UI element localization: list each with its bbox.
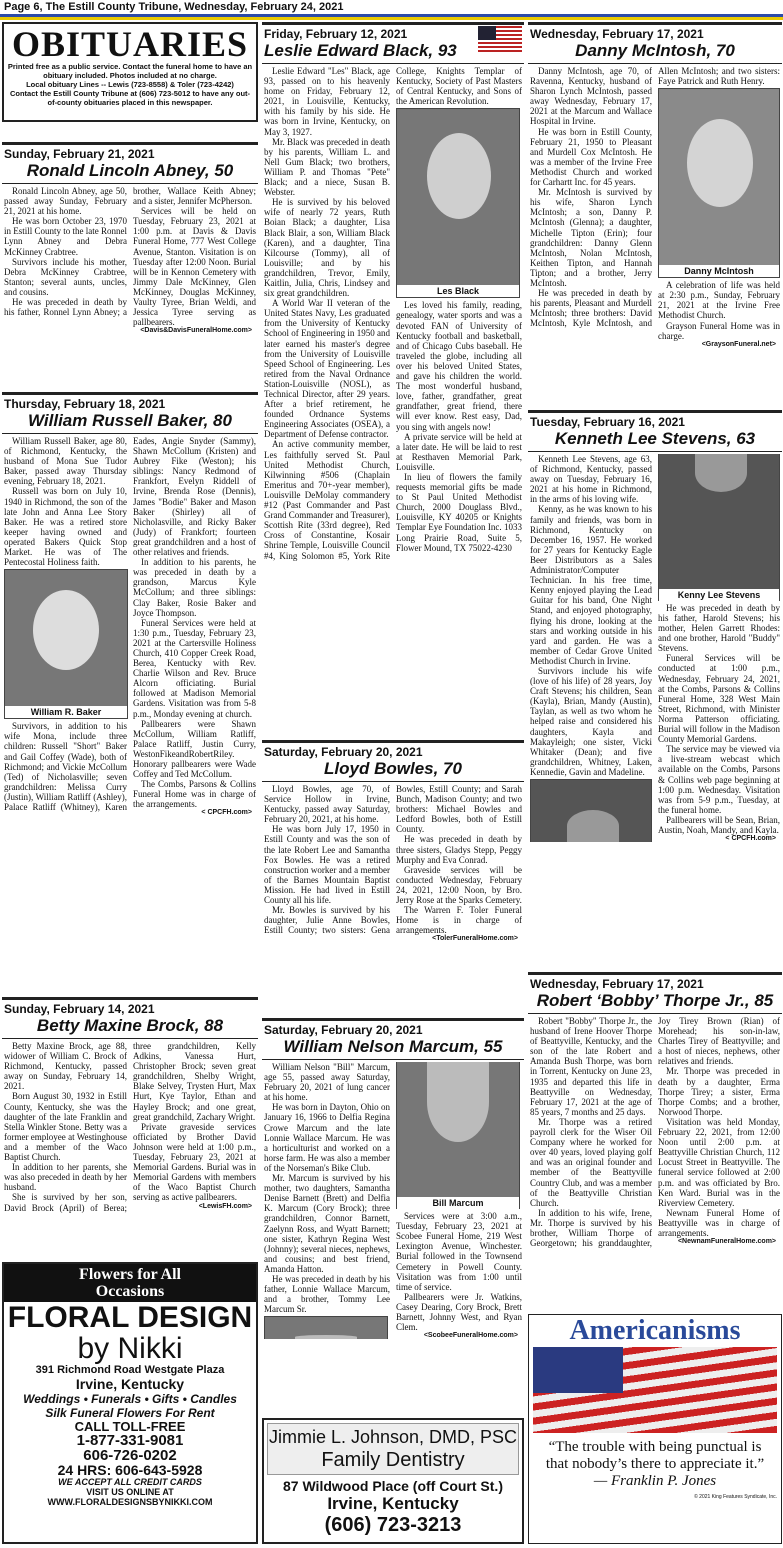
ad-banner: Flowers for All Occasions [4, 1264, 256, 1302]
obit-name: Danny McIntosh, 70 [528, 41, 782, 64]
obit-body [262, 782, 524, 1008]
portrait-face [33, 590, 99, 670]
paragraph: Kenny, as he was known to his family and friends, was born in Richmond, Kentucky on December 16, 1957. He worked for 27 years for Kentucky Eagle Beer Distributors as a Sales Administrator/Computer Technician. In his free time, Kenny enjoyed playing the Lead Guitar for his band, One Night Stand, and enjoyed photography, flying his drone, looking at the stars and working outside in his yard and garden. He was a member of Cedar Grove United Methodist Church in Irvine. [530, 504, 652, 666]
column-middle [262, 22, 524, 1546]
obituary-brock [2, 997, 258, 1267]
paragraph: He was preceded in death by his father, Lonnie Wallace Marcum, and a brother, Tommy Lee Marcum Sr. [264, 1273, 390, 1315]
obituary-baker [2, 392, 258, 997]
ad-url: WWW.FLORALDESIGNSBYNIKKI.COM [47, 1497, 213, 1507]
paragraph: William Russell Baker, age 80, of Richmond, Kentucky, the husband of Mona Sue Tudor Baker, passed away Thursday evening, February 18, 2021. [4, 436, 127, 487]
waving-flag-icon [533, 1347, 777, 1433]
paragraph: The Combs, Parsons & Collins Funeral Home was in charge of the arrangements. [133, 779, 256, 810]
obituary-marcum [262, 1018, 524, 1418]
obit-date: Tuesday, February 16, 2021 [528, 410, 782, 429]
masthead-line3: Contact the Estill County Tribune at (606) 723-5012 to have any out-of-county obituaries placed in this newspaper. [9, 89, 251, 107]
dentist-practice: Family Dentistry [321, 1449, 465, 1471]
obit-body [528, 452, 782, 963]
paragraph: He was born July 17, 1950 in Estill County and was the son of the late Robert Lee and Samantha Fox Bowles. He was a retired construction worker and a member of the Barnes Mountain Baptist Mission. He had lived in Estill County all his life. [264, 824, 390, 906]
masthead-line2: Local obituary Lines -- Lewis (723-8558) & Toler (723-4242) [26, 80, 234, 89]
obit-body [528, 1014, 782, 1310]
masthead-title: OBITUARIES [11, 24, 249, 64]
paragraph: William Nelson "Bill" Marcum, age 55, passed away Saturday, February 20, 2021 of lung cancer at his home. [264, 1062, 390, 1103]
obituary-bowles [262, 740, 524, 1010]
ad-name2: by Nikki [77, 1332, 183, 1365]
paragraph: He was preceded in death by his parents, Pleasant and Murdell McIntosh; three brothers: David McIntosh, Kyle McIntosh, and Allen McIntosh; and two sisters: Faye Patrick and Ruth Henry. [530, 66, 780, 329]
photo-caption: Bill Marcum [397, 1197, 519, 1209]
masthead-line1: Printed free as a public service. Contact the funeral home to have an obituary included. Photos included at no charge. [7, 62, 253, 80]
obit-body [2, 184, 258, 378]
ad-call: CALL TOLL-FREE [74, 1419, 186, 1434]
obit-source: <NewnamFuneralHome.com> [677, 1238, 776, 1246]
obit-date: Saturday, February 20, 2021 [262, 740, 524, 759]
obit-name: Ronald Lincoln Abney, 50 [2, 161, 258, 184]
photo-mcintosh [658, 88, 780, 278]
portrait-face [427, 133, 491, 219]
column-left [2, 22, 258, 1546]
paragraph: Born August 30, 1932 in Estill County, Kentucky, she was the daughter of the late Franklin and Stella Winkler Stone. Betty was a former employee at Westinghouse and a member of the Waco Baptist Church. [4, 1091, 127, 1163]
paragraph: Danny McIntosh, age 70, of Ravenna, Kentucky, husband of Sharon Lynch McIntosh, passed away Wednesday, February 17, 2021 at the Marcum and Wallace Hospital in Irvine. [530, 66, 652, 127]
flag-canton [533, 1347, 623, 1393]
obit-name: Leslie Edward Black, 93 [262, 41, 524, 64]
paragraph: In addition to his parents, he was preceded in death by a grandson, Marcus Kyle McCollum; and three siblings: Clay Baker, Rosie Baker and Joyce Thompson. [133, 557, 256, 618]
obit-date: Sunday, February 21, 2021 [2, 142, 258, 161]
obit-body [528, 64, 782, 400]
obit-source: < CPCFH.com> [201, 809, 252, 817]
paragraph: Robert "Bobby" Thorpe Jr., the husband of Irene Hoover Thorpe of Beattyville, Kentucky, and the son of the late Robert and Amanda Bush Thorpe, was born in Torrent, Kentucky on June 23, 1935 and departed this life in Beattyville on Wednesday, February 17, 2021 at the age of 85 years, 7 months and 25 days. [530, 1016, 652, 1117]
obit-name: Robert ‘Bobby’ Thorpe Jr., 85 [528, 991, 782, 1014]
paragraph: He is survived by his beloved wife of nearly 72 years, Ruth Boian Black; a daughter, Lisa Black Blair, a son, William Black (Karen), and a daughter, Tina Kilcourse (Tommy), all of Louisville; and by his grandchildren, Trevor, Emily, Kaitlin, Julia, Chris, Lindsey and six great grandchildren. [264, 197, 390, 299]
page-header-text: Page 6, The Estill County Tribune, Wednesday, February 24, 2021 [4, 1, 344, 13]
obituary-abney [2, 142, 258, 382]
ad-cards: WE ACCEPT ALL CREDIT CARDS [58, 1477, 202, 1487]
ad-name: FLORAL DESIGN [7, 1301, 253, 1334]
paragraph: He was preceded in death by his father, Ronnel Lynn Abney; a brother, Wallace Keith Abney; and a sister, Jennifer McPherson. [4, 186, 256, 318]
paragraph: Survivors include his wife (love of his life) of 28 years, Joy Craft Stevens; his children, Sean (Kayla), Brian, Mandy (Austin), Taylan, as well as two whom he helped raise and considered his daughters, Kayla and Makayleigh; one sister, Vicki Whitaker (Dean); and five grandchildren, Whitney, Laken, Kennedie, Gavin and Madeline. [530, 665, 652, 777]
paragraph: In addition to her parents, she was also preceded in death by her husband. [4, 1162, 127, 1193]
syndicate-credit: © 2021 King Features Syndicate, Inc. [694, 1494, 777, 1500]
photo-caption: Danny McIntosh [659, 265, 779, 277]
paragraph: Funeral Services will be conducted at 1:00 p.m., Wednesday, February 24, 2021, at the Combs, Parsons & Collins Funeral Home, 328 West Main Street, Richmond, with Minister Norma Patterson officiating. Burial will follow in the Madison County Memorial Gardens. [658, 653, 780, 745]
obit-name: Betty Maxine Brock, 88 [2, 1016, 258, 1039]
obituary-mcintosh [528, 22, 782, 402]
paragraph: The Warren F. Toler Funeral Home is in charge of arrangements. [396, 905, 522, 936]
ad-phone-24hr: 24 HRS: 606-643-5928 [57, 1462, 203, 1478]
dentist-address: 87 Wildwood Place (off Court St.) [283, 1478, 503, 1494]
ad-city: Irvine, Kentucky [75, 1376, 185, 1392]
obit-source: <LewisFH.com> [198, 1202, 252, 1210]
paragraph: Services will be held on Tuesday, February 23, 2021 at 1:00 p.m. at Davis & Davis Funeral Home, 777 West College Avenue, Stanton. Visitation is on Tuesday after 12:00 Noon. Burial will be in Kennon Cemetery with Jimmy Dale McKinney, Glen McKinney, Douglas McKinney, Vaulty Tyree, Brian Weldi, and Jessica Tyree serving as pallbearers. [133, 206, 256, 328]
obit-source: <GraysonFuneral.net> [701, 340, 776, 348]
paragraph: Survivors, in addition to his wife Mona, include three children: Russell "Short" Baker and Gail Coffey (Wade), both of Richmond; and Vickie McCollum (Ted) of Nicholasville; seven grandchildren: Melissa Curry (Justin), William Ratliff (Ashley), Palace Ratliff (Whitney), Karen Eades, Angie Snyder (Sammy), Shawn McCollum (Kristen) and Aubrey Fike (Weston); his siblings: Nancy Redmond of Frankfort, Evelyn Riddell of Irvine, Brenda Rose (Dennis), James "Bodie" Baker and Mason Baker (Shirley) all of Nicholasville, and Ricky Baker (Judy) of Frankfort; fourteen great grandchildren and a host of other relatives and friends. [4, 436, 256, 812]
paragraph: Pallbearers were Jr. Watkins, Casey Dearing, Cory Brock, Brett Barnett, Johnny West, and Ryan Clem. [396, 1291, 522, 1333]
obit-date: Friday, February 12, 2021 [262, 22, 524, 41]
obit-source: <ScobeeFuneralHome.com> [423, 1332, 518, 1340]
americanisms-title: Americanisms [569, 1315, 741, 1346]
paragraph: Betty Maxine Brock, age 88, widower of William C. Brock of Richmond, Kentucky, passed away on Sunday, February 14, 2021. [4, 1041, 127, 1092]
obit-body [2, 434, 258, 994]
obit-body [2, 1039, 258, 1264]
paragraph: She is survived by her son, David Brock (April) of Berea; three grandchildren, Kelly Adkins, Vanessa Hurt, Christopher Brock; seven great grandchildren, Shelby Wright, Blake Selvey, Trysten Hurt, Max Hurt, Kye Taylor, Ethan and Hayley Brock; and one great, great grandchild, Zachary Wright. [4, 1041, 256, 1213]
paragraph: In lieu of flowers the family requests memorial gifts be made to St Paul United Methodist Church, 2000 Douglass Blvd., Louisville, KY 40205 or Knights Templar Eye Foundation Inc. 1033 Long Prairie Road, Suite 5, Flower Mound, TX 75022-4230 [396, 471, 522, 553]
paragraph: Ronald Lincoln Abney, age 50, passed away Sunday, February 21, 2021 at his home. [4, 186, 127, 217]
paragraph: He was born in Dayton, Ohio on January 16, 1966 to Delfia Regina Crowe Marcum and the late Lonnie Wallace Marcum. He was a horticulturist and worked on a horse farm. He was also a member of the Norseman's Bike Club. [264, 1102, 390, 1173]
paragraph: The service may be viewed via a live-stream webcast which available on the Combs, Parsons & Collins web page beginning at 1:00 p.m. Wednesday. Visitation was from 5-9 p.m., Tuesday, at the funeral home. [658, 744, 780, 815]
paragraph: Funeral Services were held at 1:30 p.m., Tuesday, February 23, 2021 at the Cartersville Holiness Church, 410 Copper Creek Road, Berea, Kentucky with Rev. Charlie Wilson and Rev. Bruce Alcorn officiating. Burial followed at Madison Memorial Gardens. Visitation was from 5-8 p.m., Monday evening at church. [133, 617, 256, 719]
paragraph: Mr. Thorpe was preceded in death by a daughter, Erma Thorpe Tirey; a sister, Erma Thorpe Combs; and a brother, Norwood Thorpe. [658, 1066, 780, 1117]
ad-services: Weddings • Funerals • Gifts • Candles [23, 1392, 237, 1406]
obit-date: Saturday, February 20, 2021 [262, 1018, 524, 1037]
obit-name: William Russell Baker, 80 [2, 411, 258, 434]
paragraph: Survivors include his mother, Debra McKinney Crabtree, Stanton; several aunts, uncles, and cousins. [4, 256, 127, 297]
paragraph: In addition to his wife, Irene, Mr. Thorpe is survived by his brother, William Thorpe of Georgetown; his granddaughter, Joy Tirey Brown (Rian) of Morehead; his son-in-law, Charles Tirey of Beattyville; and a host of nieces, nephews, other relatives and friends. [530, 1016, 780, 1249]
paragraph: An active community member, Les faithfully served St. Paul United Methodist Church, Kilwinning #506 (Chaplain Emeritus and 70+-year member), Louisville DeMolay commandery #12 (Past Commander and Past Grand Commander and Treasurer), Scottish Rite (33rd degree), Red Cross of Constantine, Kosair Shrine Temple, Louisville Council #4, King Solomon #5, York Rite College, Knights Templar of Kentucky, Society of Past Masters of Central Kentucky, and Sons of the American Revolution. [264, 66, 522, 561]
paragraph: Services were at 3:00 a.m., Tuesday, February 23, 2021 at Scobee Funeral Home, 219 West Lexington Avenue, Winchester. Burial followed in the Townsend Cemetery in Powell County. Visitation was from 1:00 until time of service. [396, 1211, 522, 1292]
paragraph: Graveside services will be conducted Wednesday, February 24, 2021, 12:00 Noon, by Bro. Jerry Rose at the Sparks Cemetery. [396, 864, 522, 906]
photo-black [396, 108, 520, 298]
photo-baker [4, 569, 128, 719]
obit-source: <Davis&DavisFuneralHome.com> [140, 327, 252, 335]
obit-name: Lloyd Bowles, 70 [262, 759, 524, 782]
paragraph: Mr. Black was preceded in death by his parents, William L. and Nell Gum Black; two brothers, William P. and Thomas "Pete" Black; and a niece, Susan B. Webster. [264, 136, 390, 198]
quote-text: “The trouble with being punctual is that nobody’s there to appreciate it.” [545, 1439, 765, 1472]
portrait-face [687, 119, 753, 207]
paragraph: Les loved his family, reading, genealogy, water sports and was a devoted FAN of University of Kentucky football and basketball, and of Chicago Cubs baseball. He traveled the globe, including all over his beloved United States, and gave his children the world. The most wonderful husband, love, father, grandfather, great grandfather, great friend, there will ever know. Rest easy, Dad, you sing with angels now! [396, 300, 522, 432]
ad-phone-tollfree: 1-877-331-9081 [76, 1432, 184, 1449]
obit-source: <TolerFuneralHome.com> [432, 935, 518, 943]
page-header [0, 0, 783, 17]
dentist-city: Irvine, Kentucky [327, 1494, 459, 1513]
obituary-black [262, 22, 524, 740]
paragraph: Grayson Funeral Home was in charge. [658, 320, 780, 341]
obituary-thorpe [528, 972, 782, 1312]
paragraph: Pallbearers will be Sean, Brian, Austin, Noah, Mandy, and Kayla. [658, 814, 780, 835]
photo-caption: William R. Baker [5, 706, 127, 718]
paragraph: Pallbearers were Shawn McCollum, William Ratliff, Palace Ratliff, Justin Curry, WestonFikeandRobertRiley. Honorary pallbearers were Wade Coffey and Ted McCollum. [133, 718, 256, 780]
obit-source: < CPCFH.com> [725, 835, 776, 843]
header-stripe [0, 17, 783, 20]
obit-date: Sunday, February 14, 2021 [2, 997, 258, 1016]
obit-body [262, 1060, 524, 1416]
paragraph: He was born October 23, 1970 in Estill County to the late Ronnel Lynn Abney and Debra McKinney Crabtree. [4, 216, 127, 257]
column-right [528, 22, 782, 1546]
obit-name: Kenneth Lee Stevens, 63 [528, 429, 782, 452]
paragraph: Leslie Edward "Les" Black, age 93, passed on to his heavenly home on Friday, February 12, 2021, in Louisville, Kentucky, with his family by his side. He was born in Irvine, Kentucky, on May 3, 1927. [264, 66, 390, 137]
paragraph: Lloyd Bowles, age 70, of Service Hollow in Irvine, Kentucky, passed away Saturday, February 20, 2021, at his home. [264, 784, 390, 825]
americanisms-box [528, 1314, 782, 1544]
masthead [2, 22, 258, 122]
obituary-stevens [528, 410, 782, 965]
paragraph: Visitation was held Monday, February 22, 2021, from 12:00 Noon until 2:00 p.m. at Beattyville Christian Church, 112 Locust Street in Beattyville. The funeral service followed at 2:00 p.m. and was officiated by Bro. Ken Ward. Burial was in the Riverview Cemetery. [658, 1116, 780, 1208]
dentist-name: Jimmie L. Johnson, DMD, PSC [268, 1427, 518, 1447]
quote-author: — Franklin P. Jones [593, 1473, 717, 1489]
obit-body [262, 64, 524, 736]
obit-date: Wednesday, February 17, 2021 [528, 972, 782, 991]
paragraph: Russell was born on July 10, 1940 in Richmond, the son of the late John and Anna Lee Story Baker. He was a retired store keeper having owned and operated Bakers Quick Stop Market. He was of The Pentecostal Holiness faith. [4, 486, 127, 568]
paragraph: Newnam Funeral Home of Beattyville was in charge of arrangements. [658, 1207, 780, 1238]
paragraph: A private service will be held at a later date. He will be laid to rest at Resthaven Memorial Park, Louisville. [396, 431, 522, 472]
floral-design-ad [2, 1262, 258, 1544]
photo-caption: Les Black [397, 285, 519, 297]
obit-date: Thursday, February 18, 2021 [2, 392, 258, 411]
paragraph: Mr. Thorpe was a retired payroll clerk for the Wiser Oil Company where he worked for over 40 years, loved playing golf and was an original founder and member of the Beattyville Country Club, and was a member of the Beattyville Christian Church. [530, 1116, 652, 1208]
paragraph: He was preceded in death by three sisters, Gladys Stepp, Peggy Murphy and Eva Conrad. [396, 834, 522, 865]
ad-visit: VISIT US ONLINE AT [86, 1487, 174, 1497]
paragraph: A World War II veteran of the United States Navy, Les graduated from the University of Kentucky School of Engineering in 1950 and later earned his master's degree from the University of Louisville Speed School of Engineering. Les retired from the Naval Ordnance Station-Louisville (NOSL), as Technical Director, after 29 years. After a brief retirement, he founded Ordnance Systems Engineering Associates (OSEA), a Department of Defense contractor. [264, 298, 390, 440]
paragraph: A celebration of life was held at 2:30 p.m., Sunday, February 21, 2021 at the Irvine Free Methodist Church. [658, 280, 780, 321]
paragraph: Private graveside services officiated by Brother David Johnson were held at 1:00 p.m., Tuesday, February 23, 2021 at Memorial Gardens. Burial was in Memorial Gardens with members of the Waco Baptist Church serving as active pallbearers. [133, 1121, 256, 1203]
obit-date: Wednesday, February 17, 2021 [528, 22, 782, 41]
obit-name: William Nelson Marcum, 55 [262, 1037, 524, 1060]
ad-address: 391 Richmond Road Westgate Plaza [35, 1364, 225, 1376]
dentist-ad [262, 1418, 524, 1544]
paragraph: He was preceded in death by his father, Harold Stevens; his mother, Helen Garrett Rhodes: and one brother, Harold "Buddy" Stevens. [658, 602, 780, 654]
paragraph: Kenneth Lee Stevens, age 63, of Richmond, Kentucky, passed away on Tuesday, February 16, 2021 at his home in Richmond, in the arms of his loving wife. [530, 454, 652, 505]
paragraph: Mr. Bowles is survived by his daughter, Julie Anne Bowles, Estill County; two sisters: Gena Bowles, Estill County; and Sarah Bunch, Madison County; and two brothers: Michael Bowles and Ledford Bowles, both of Estill County. [264, 784, 522, 936]
paragraph: Mr. McIntosh is survived by his wife, Sharon Lynch McIntosh; a son, Danny P. McIntosh (Glenna); a daughter, Michelle Tipton (Erin); four grandchildren: Danny Glenn McIntosh, Nolan McIntosh, Keithen Tipton, and Hannah Tipton; and a brother, Jerry McIntosh. [530, 187, 652, 288]
paragraph: He was born in Estill County, February 21, 1950 to Pleasant and Murdell Cox McIntosh. He was a member of the Irvine Free Methodist Church and worked for Carhartt Inc. for 45 years. [530, 126, 652, 188]
ad-phone-local: 606-726-0202 [83, 1447, 177, 1464]
paragraph: Mr. Marcum is survived by his mother, two daughters, Samantha Denise Barnett (Brett) and Delfia K. Marcum (Cory Brock); three grandchildren, Connor Barnett, Zaelynn Ross, and Wyatt Barnett; one sister, Kathryn Regina West (Johnny); several nieces, nephews, and cousins; and best friend, Amanda Hatton. [264, 1173, 390, 1274]
us-flag-icon [478, 26, 522, 54]
photo-caption: Kenny Lee Stevens [659, 589, 779, 601]
ad-silk: Silk Funeral Flowers For Rent [45, 1406, 215, 1420]
dentist-phone: (606) 723-3213 [324, 1514, 462, 1536]
